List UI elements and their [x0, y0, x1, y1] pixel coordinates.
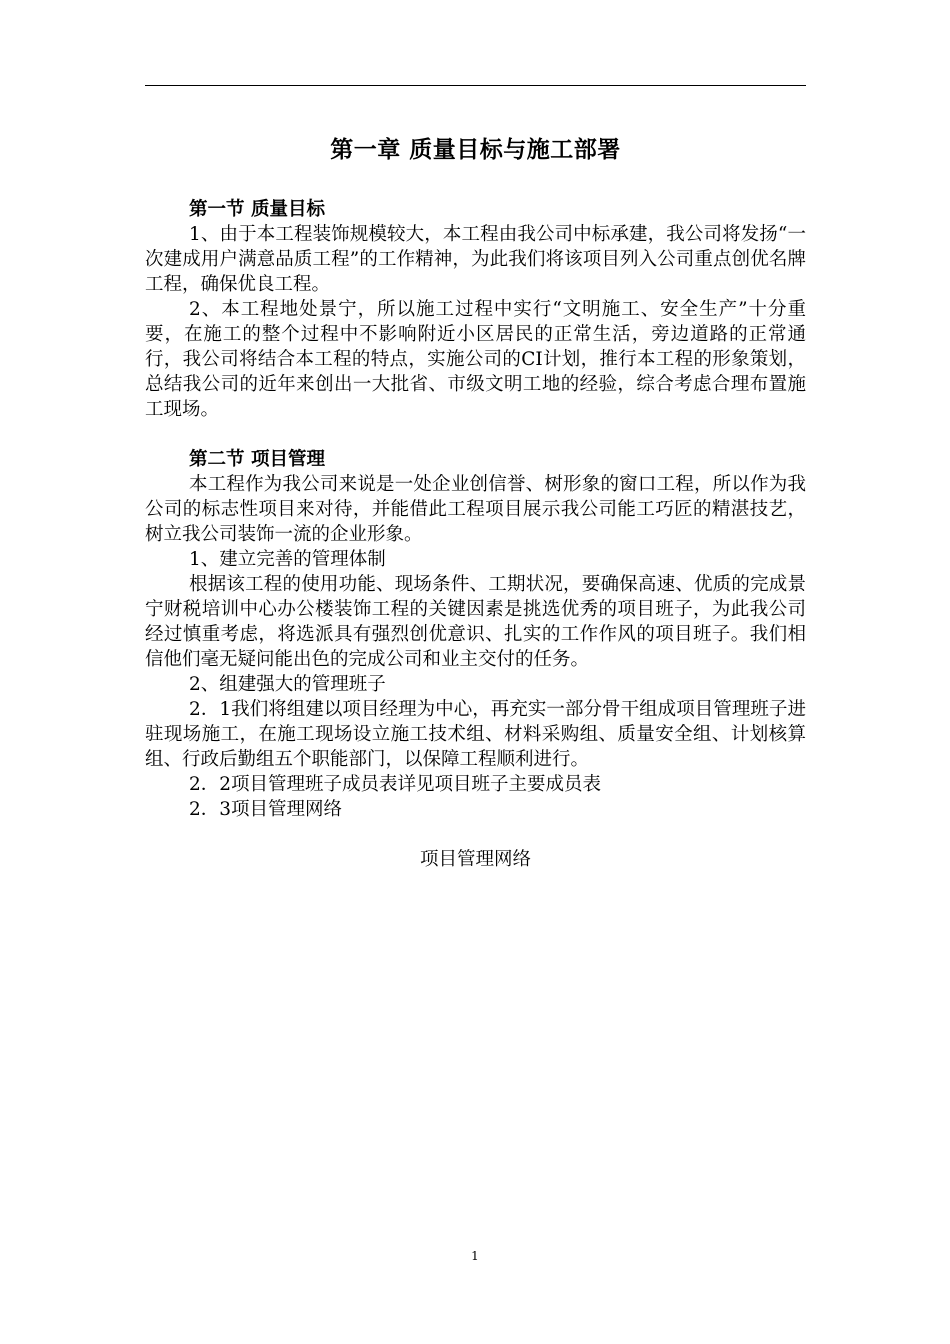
paragraph: 1、由于本工程装饰规模较大，本工程由我公司中标承建，我公司将发扬“一次建成用户满意品质工程”的工作精神，为此我们将该项目列入公司重点创优名牌工程，确保优良工程。	[145, 224, 806, 295]
document-body	[145, 134, 806, 872]
paragraph: 2．2项目管理班子成员表详见项目班子主要成员表	[189, 774, 602, 795]
paragraph: 2、组建强大的管理班子	[189, 674, 386, 695]
paragraph: 本工程作为我公司来说是一处企业创信誉、树形象的窗口工程，所以作为我公司的标志性项目来对待，并能借此工程项目展示我公司能工巧匠的精湛技艺，树立我公司装饰一流的企业形象。	[145, 474, 806, 545]
page-number: 1	[471, 1249, 479, 1263]
paragraph: 1、建立完善的管理体制	[189, 549, 386, 570]
section-title-project-management: 第二节 项目管理	[189, 449, 325, 470]
paragraph: 2、本工程地处景宁，所以施工过程中实行“文明施工、安全生产”十分重要，在施工的整个过程中不影响附近小区居民的正常生活，旁边道路的正常通行，我公司将结合本工程的特点，实施公司的CI计划，推行本工程的形象策划，总结我公司的近年来创出一大批省、市级文明工地的经验，综合考虑合理布置施工现场。	[145, 299, 806, 420]
section-spacer	[145, 422, 806, 447]
chapter-title: 第一章 质量目标与施工部署	[330, 137, 621, 163]
paragraph: 根据该工程的使用功能、现场条件、工期状况，要确保高速、优质的完成景宁财税培训中心办公楼装饰工程的关键因素是挑选优秀的项目班子，为此我公司经过慎重考虑，将选派具有强烈创优意识、扎实的工作作风的项目班子。我们相信他们毫无疑问能出色的完成公司和业主交付的任务。	[145, 574, 806, 670]
header-rule	[145, 85, 806, 86]
figure-caption: 项目管理网络	[419, 849, 531, 870]
paragraph: 2．3项目管理网络	[189, 799, 343, 820]
paragraph: 2．1我们将组建以项目经理为中心，再充实一部分骨干组成项目管理班子进驻现场施工，在施工现场设立施工技术组、材料采购组、质量安全组、计划核算组、行政后勤组五个职能部门，以保障工程顺利进行。	[145, 699, 806, 770]
section-title-quality-goal: 第一节 质量目标	[189, 199, 325, 220]
caption-spacer	[145, 822, 806, 847]
